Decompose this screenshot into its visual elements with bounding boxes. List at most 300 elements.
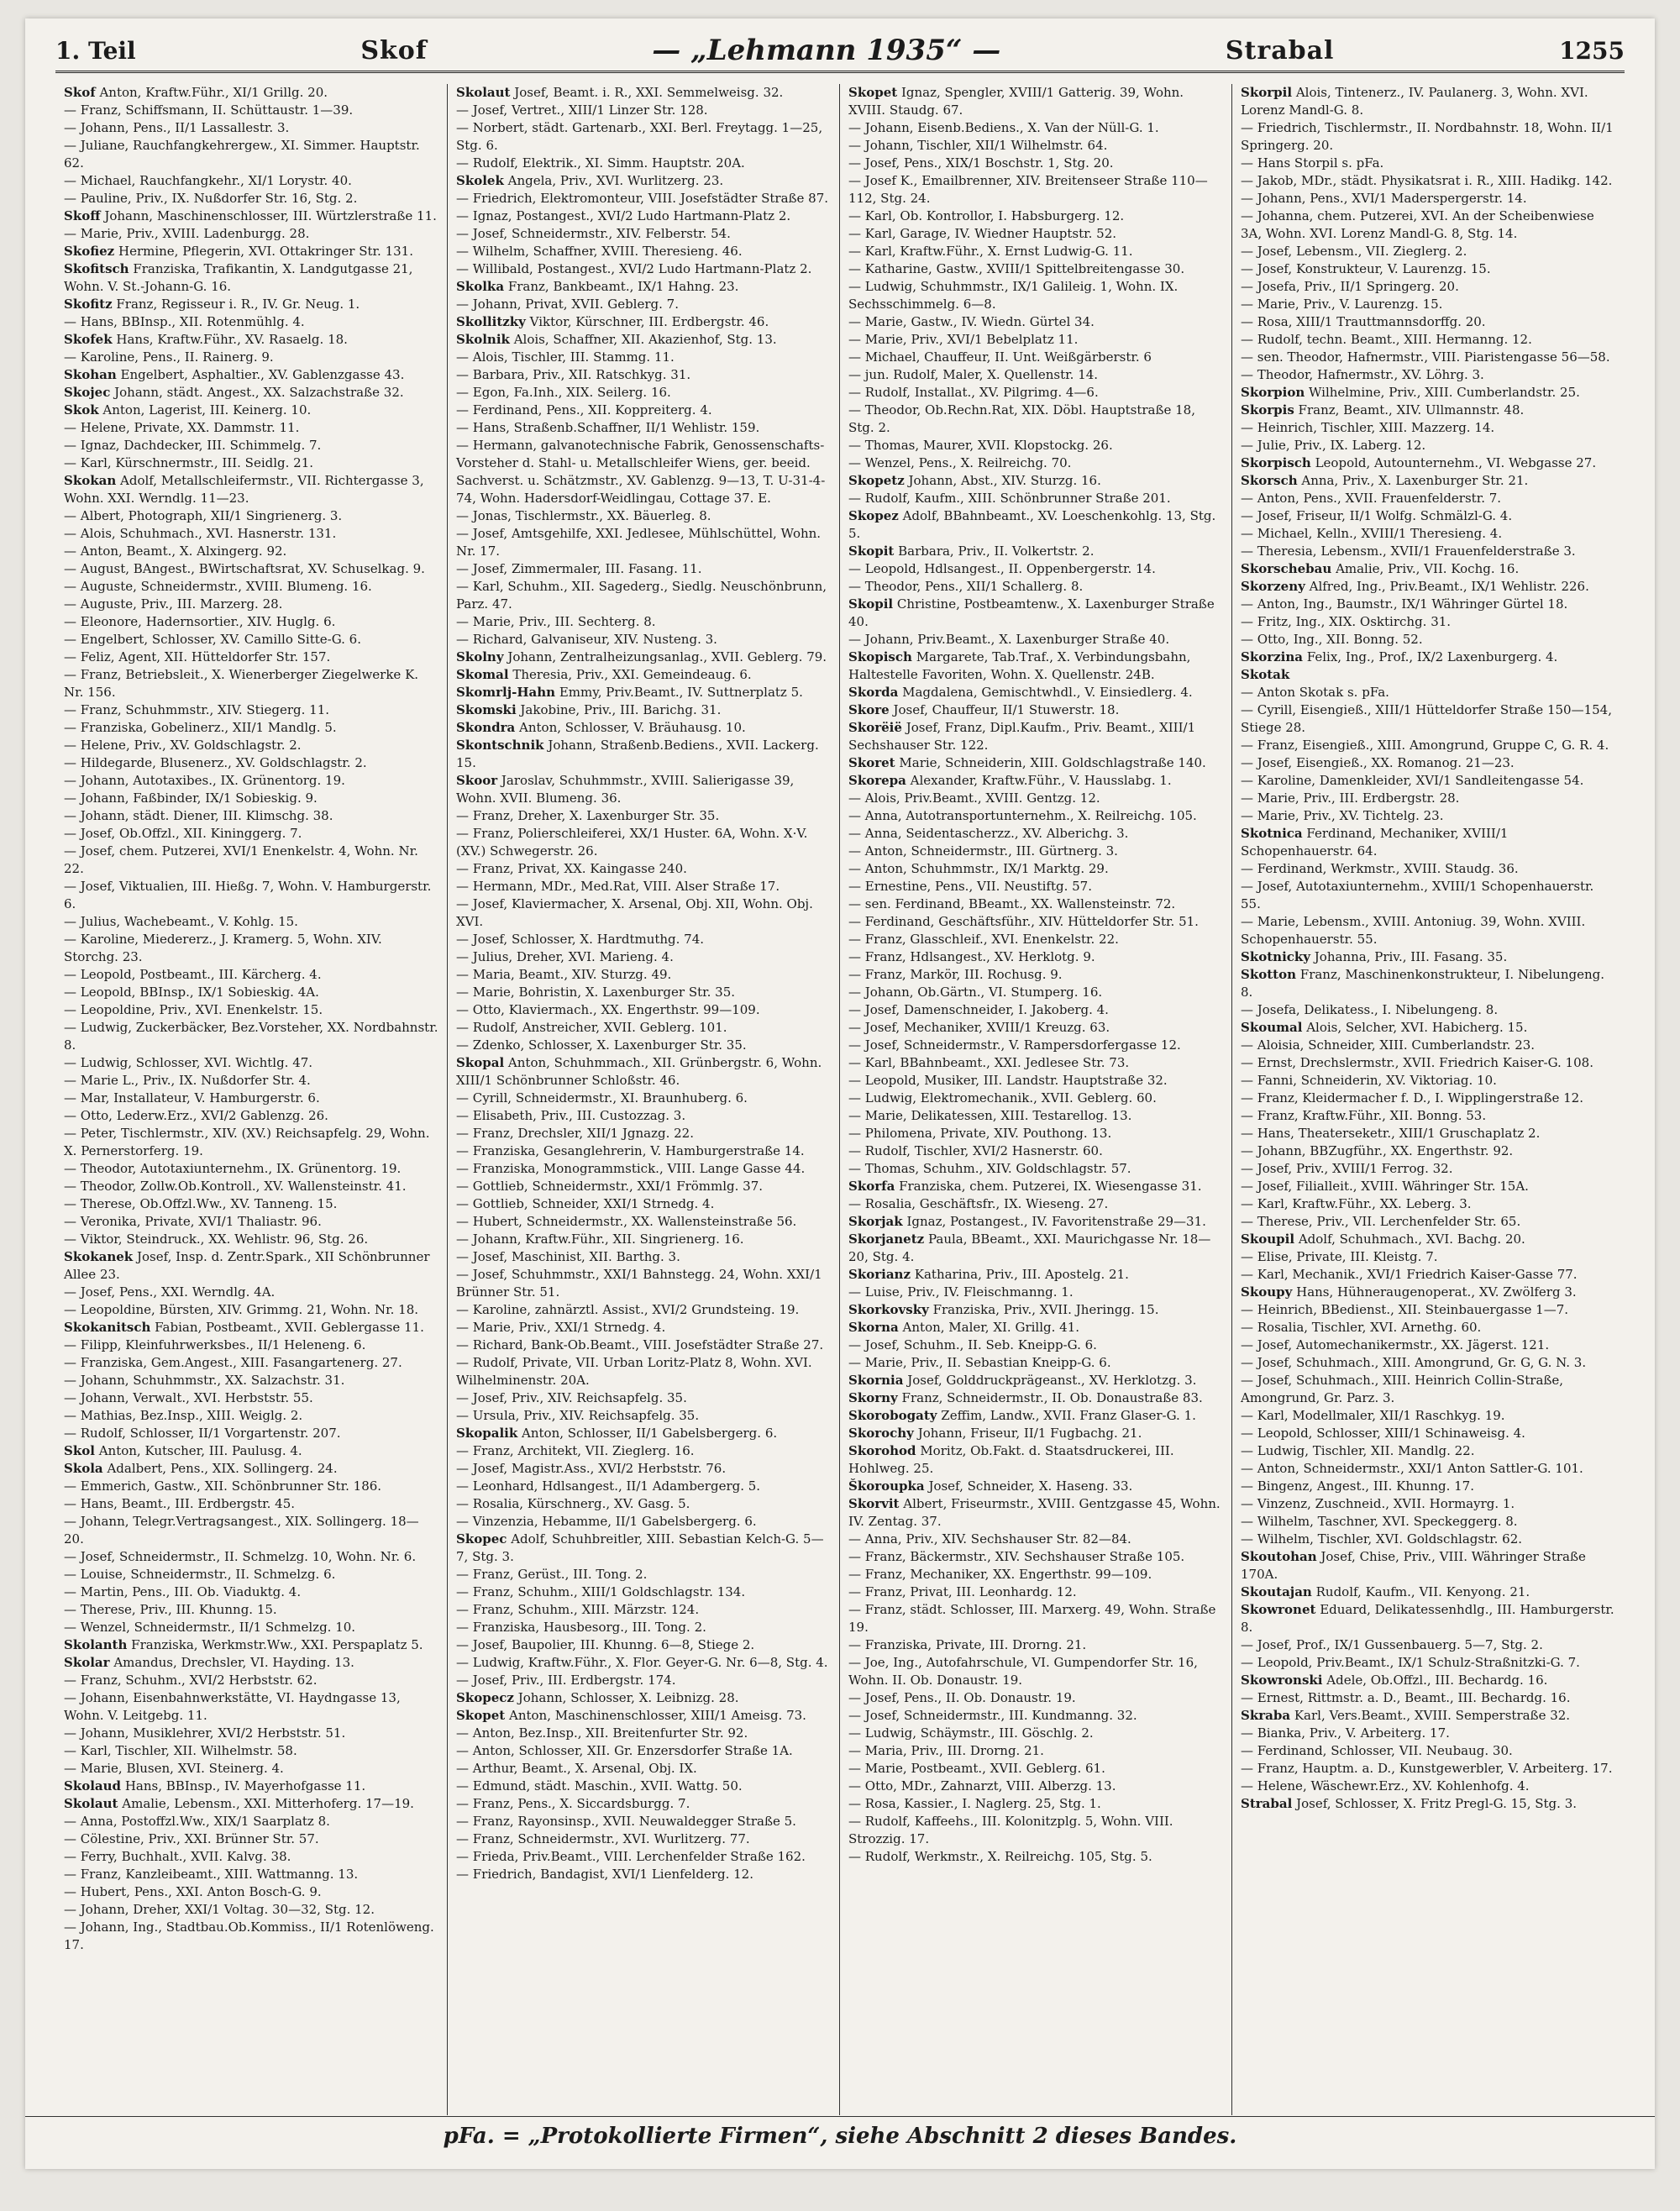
entry-text: Engelbert, Asphaltier., XV. Gablenzgasse 43. — [120, 367, 405, 382]
entry-surname: Skolar — [64, 1655, 110, 1670]
directory-entry — [64, 578, 438, 596]
entry-surname: Skoupil — [1241, 1232, 1295, 1247]
entry-text: — Josef, Filialleit., XVIII. Währinger Str. 15A. — [1241, 1179, 1529, 1194]
directory-entry — [64, 1636, 438, 1654]
directory-entry — [456, 966, 831, 984]
entry-text: — Ludwig, Tischler, XII. Mandlg. 22. — [1241, 1443, 1475, 1458]
directory-entry — [64, 1883, 438, 1901]
entry-text: Felix, Ing., Prof., IX/2 Laxenburgerg. 4. — [1306, 649, 1558, 664]
directory-entry — [456, 1531, 831, 1566]
directory-entry — [1241, 1107, 1616, 1125]
directory-entry — [456, 1495, 831, 1513]
directory-entry — [1241, 737, 1616, 754]
entry-text: — Ludwig, Elektromechanik., XVII. Geblerg. 60. — [848, 1090, 1157, 1106]
entry-text: Adolf, Schuhbreitler, XIII. Sebastian Kelch-G. 5—7, Stg. 3. — [456, 1531, 824, 1564]
entry-text: Magdalena, Gemischtwhdl., V. Einsiedlerg. 4. — [902, 685, 1193, 700]
entry-surname: Skopec — [456, 1531, 507, 1547]
directory-entry — [64, 1337, 438, 1354]
entry-text: — sen. Ferdinand, BBeamt., XX. Wallensteinstr. 72. — [848, 896, 1176, 911]
directory-entry — [456, 525, 831, 560]
last-entry-word: Strabal — [1225, 35, 1335, 66]
entry-surname: Skol — [64, 1443, 95, 1458]
directory-entry — [64, 666, 438, 701]
entry-text: — Gottlieb, Schneidermstr., XXI/1 Frömmlg. 37. — [456, 1179, 764, 1194]
entry-text: — Leopold, Musiker, III. Landstr. Hauptstraße 32. — [848, 1073, 1168, 1088]
directory-entry — [64, 137, 438, 172]
directory-entry — [456, 560, 831, 578]
directory-entry — [456, 366, 831, 384]
directory-entry — [1241, 1354, 1616, 1372]
directory-entry — [456, 296, 831, 313]
entry-text: — Otto, MDr., Zahnarzt, VIII. Alberzg. 13. — [848, 1778, 1116, 1793]
directory-entry — [848, 437, 1223, 454]
directory-entry — [64, 331, 438, 349]
directory-entry — [1241, 1001, 1616, 1019]
entry-text: Johann, städt. Angest., XX. Salzachstraße 32. — [114, 385, 404, 400]
directory-entry — [848, 331, 1223, 349]
entry-text: — Barbara, Priv., XII. Ratschkyg. 31. — [456, 367, 691, 382]
directory-entry — [1241, 948, 1616, 966]
entry-text: Theresia, Priv., XXI. Gemeindeaug. 6. — [512, 667, 752, 682]
directory-entry — [64, 825, 438, 843]
entry-text: — Bianka, Priv., V. Arbeiterg. 17. — [1241, 1725, 1450, 1741]
entry-text: — Josef K., Emailbrenner, XIV. Breitenseer Straße 110—112, Stg. 24. — [848, 173, 1208, 206]
entry-surname: Škoroupka — [848, 1478, 925, 1494]
directory-entry — [456, 1001, 831, 1019]
directory-entry — [848, 1389, 1223, 1407]
entry-text: Anton, Maler, XI. Grillg. 41. — [902, 1320, 1080, 1335]
directory-entry — [456, 1601, 831, 1619]
entry-text: Marie, Schneiderin, XIII. Goldschlagstraße 140. — [899, 755, 1206, 770]
directory-entry — [1241, 1795, 1616, 1813]
directory-entry — [1241, 472, 1616, 490]
directory-entry — [456, 1389, 831, 1407]
entry-text: — Josefa, Priv., II/1 Springerg. 20. — [1241, 279, 1459, 294]
entry-text: — Josef, Priv., XIV. Reichsapfelg. 35. — [456, 1390, 687, 1405]
directory-entry — [848, 1107, 1223, 1125]
directory-entry — [1241, 419, 1616, 437]
directory-entry — [1241, 1636, 1616, 1654]
directory-entry — [456, 1248, 831, 1266]
directory-entry — [848, 366, 1223, 384]
column-4 — [1232, 84, 1625, 2115]
entry-text: — Ferdinand, Pens., XII. Koppreiterg. 4. — [456, 402, 712, 418]
directory-entry — [1241, 1072, 1616, 1090]
directory-entry — [456, 1266, 831, 1301]
entry-text: Jakobine, Priv., III. Barichg. 31. — [520, 702, 722, 717]
entry-surname: Skof — [64, 85, 96, 100]
entry-text: — August, BAngest., BWirtschaftsrat, XV. Schuselkag. 9. — [64, 561, 425, 576]
directory-entry — [456, 278, 831, 296]
directory-entry — [64, 507, 438, 525]
directory-entry — [456, 948, 831, 966]
directory-entry — [1241, 119, 1616, 155]
directory-entry — [64, 913, 438, 931]
directory-entry — [1241, 613, 1616, 631]
entry-text: — Johann, Telegr.Vertragsangest., XIX. Sollingerg. 18—20. — [64, 1514, 419, 1547]
directory-entry — [848, 507, 1223, 543]
directory-entry — [64, 1389, 438, 1407]
entry-text: — Hans, Straßenb.Schaffner, II/1 Wehlistr. 159. — [456, 420, 760, 435]
directory-entry — [64, 1213, 438, 1231]
directory-entry — [848, 1795, 1223, 1813]
entry-surname: Skotak — [1241, 667, 1290, 682]
entry-surname: Skolny — [456, 649, 504, 664]
directory-entry — [848, 701, 1223, 719]
directory-entry — [64, 1231, 438, 1248]
entry-text: Franz, Maschinenkonstrukteur, I. Nibelungeng. 8. — [1241, 967, 1605, 1000]
entry-text: — Theodor, Hafnermstr., XV. Löhrg. 3. — [1241, 367, 1484, 382]
directory-entry — [456, 1442, 831, 1460]
page-title: — „Lehmann 1935“ — — [652, 34, 1001, 67]
entry-text: Albert, Friseurmstr., XVIII. Gentzgasse 45, Wohn. IV. Zentag. 37. — [848, 1496, 1221, 1529]
directory-entry — [1241, 966, 1616, 1001]
entry-text: — Theodor, Pens., XII/1 Schallerg. 8. — [848, 579, 1084, 594]
entry-text: — Ludwig, Kraftw.Führ., X. Flor. Geyer-G. Nr. 6—8, Stg. 4. — [456, 1655, 828, 1670]
directory-entry — [64, 1901, 438, 1919]
entry-text: — Franz, Privat, XX. Kaingasse 240. — [456, 861, 687, 876]
directory-entry — [456, 1337, 831, 1354]
directory-entry — [848, 1531, 1223, 1548]
directory-entry — [848, 984, 1223, 1001]
entry-text: — Marie, Priv., V. Laurenzg. 15. — [1241, 297, 1443, 312]
column-1 — [55, 84, 448, 2115]
entry-text: — Hans Storpil s. pFa. — [1241, 155, 1384, 171]
entry-surname: Skorianz — [848, 1267, 911, 1282]
entry-surname: Skotton — [1241, 967, 1296, 982]
entry-text: — Veronika, Private, XVI/1 Thaliastr. 96. — [64, 1214, 322, 1229]
entry-text: — Franz, Pens., X. Siccardsburgg. 7. — [456, 1796, 690, 1811]
entry-text: — Wilhelm, Taschner, XVI. Speckeggerg. 8. — [1241, 1514, 1518, 1529]
entry-text: — Wilhelm, Tischler, XVI. Goldschlagstr. 62. — [1241, 1531, 1523, 1547]
directory-entry — [1241, 1654, 1616, 1672]
directory-entry — [1241, 1478, 1616, 1495]
entry-text: — Karl, Ob. Kontrollor, I. Habsburgerg. 12. — [848, 208, 1125, 223]
entry-surname: Skolaud — [64, 1778, 122, 1793]
directory-entry — [1241, 1019, 1616, 1037]
entry-text: — Heinrich, BBedienst., XII. Steinbauergasse 1—7. — [1241, 1302, 1569, 1317]
directory-entry — [1241, 860, 1616, 878]
entry-surname: Skoff — [64, 208, 101, 223]
entry-text: — Cyrill, Schneidermstr., XI. Braunhuberg. 6. — [456, 1090, 748, 1106]
directory-entry — [64, 525, 438, 543]
entry-text: — Johann, Verwalt., XVI. Herbststr. 55. — [64, 1390, 313, 1405]
entry-text: — Willibald, Postangest., XVI/2 Ludo Hartmann-Platz 2. — [456, 261, 812, 276]
entry-text: — Wilhelm, Schaffner, XVIII. Theresieng. 46. — [456, 244, 743, 259]
entry-text: Franziska, Werkmstr.Ww., XXI. Perspaplatz 5. — [131, 1637, 423, 1652]
entry-text: — Josef, Schuhm., II. Seb. Kneipp-G. 6. — [848, 1337, 1097, 1352]
directory-entry — [456, 895, 831, 931]
entry-text: Hermine, Pflegerin, XVI. Ottakringer Str. 131. — [118, 244, 413, 259]
entry-text: Adele, Ob.Offzl., III. Bechardg. 16. — [1326, 1673, 1548, 1688]
entry-surname: Skopez — [848, 508, 899, 523]
directory-entry — [456, 860, 831, 878]
directory-entry — [64, 560, 438, 578]
entry-text: — Josef, Schneidermstr., II. Schmelzg. 10, Wohn. Nr. 6. — [64, 1549, 417, 1564]
directory-entry — [1241, 278, 1616, 296]
entry-text: — Rosalia, Geschäftsfr., IX. Wieseng. 27. — [848, 1196, 1109, 1211]
entry-text: — Therese, Priv., VII. Lerchenfelder Str. 65. — [1241, 1214, 1521, 1229]
entry-surname: Skraba — [1241, 1708, 1291, 1723]
directory-entry — [848, 1284, 1223, 1301]
directory-entry — [456, 331, 831, 349]
entry-text: — Philomena, Private, XIV. Pouthong. 13. — [848, 1126, 1112, 1141]
entry-surname: Skorpion — [1241, 385, 1305, 400]
directory-entry — [848, 948, 1223, 966]
entry-text: Barbara, Priv., II. Volkertstr. 2. — [898, 544, 1095, 559]
entry-text: Anton, Kraftw.Führ., XI/1 Grillg. 20. — [99, 85, 328, 100]
entry-text: — Viktor, Steindruck., XX. Wehlistr. 96, Stg. 26. — [64, 1232, 369, 1247]
entry-surname: Skojec — [64, 385, 111, 400]
directory-entry — [1241, 1125, 1616, 1142]
directory-entry — [848, 1636, 1223, 1654]
directory-entry — [64, 878, 438, 913]
entry-text: — Josef, Zimmermaler, III. Fasang. 11. — [456, 561, 702, 576]
entry-text: — Helene, Private, XX. Dammstr. 11. — [64, 420, 300, 435]
entry-text: — Leopold, BBInsp., IX/1 Sobieskig. 4A. — [64, 985, 319, 1000]
directory-entry — [848, 649, 1223, 684]
entry-text: — Marie, Priv., III. Erdbergstr. 28. — [1241, 790, 1460, 806]
directory-entry — [64, 1195, 438, 1213]
directory-entry — [1241, 525, 1616, 543]
directory-entry — [848, 454, 1223, 472]
directory-entry — [1241, 1372, 1616, 1407]
directory-entry — [848, 543, 1223, 560]
entry-surname: Skorobogaty — [848, 1408, 937, 1423]
entry-text: — Marie L., Priv., IX. Nußdorfer Str. 4. — [64, 1073, 311, 1088]
entry-surname: Skorpis — [1241, 402, 1294, 418]
directory-entry — [64, 102, 438, 119]
entry-text: — Marie, Gastw., IV. Wiedn. Gürtel 34. — [848, 314, 1095, 329]
entry-text: Franziska, chem. Putzerei, IX. Wiesengasse 31. — [899, 1179, 1202, 1194]
directory-entry — [456, 666, 831, 684]
directory-entry — [1241, 243, 1616, 260]
directory-entry — [848, 1037, 1223, 1054]
entry-text: — Franz, Schuhmmstr., XIV. Stiegerg. 11. — [64, 702, 330, 717]
directory-entry — [848, 225, 1223, 243]
entry-text: — Karoline, Miedererz., J. Kramerg. 5, Wohn. XIV. Storchg. 23. — [64, 932, 382, 964]
entry-surname: Skorpisch — [1241, 455, 1311, 470]
entry-text: — Aloisia, Schneider, XIII. Cumberlandstr. 23. — [1241, 1037, 1536, 1053]
entry-text: Johann, Friseur, II/1 Fugbachg. 21. — [917, 1426, 1142, 1441]
directory-entry — [1241, 790, 1616, 807]
entry-text: — Johann, Pens., XVI/1 Maderspergerstr. 14. — [1241, 191, 1527, 206]
entry-text: — Albert, Photograph, XII/1 Singrienerg. 3. — [64, 508, 343, 523]
entry-text: — Alois, Priv.Beamt., XVIII. Gentzg. 12. — [848, 790, 1100, 806]
entry-surname: Skopit — [848, 544, 895, 559]
entry-text: — Fanni, Schneiderin, XV. Viktoriag. 10. — [1241, 1073, 1497, 1088]
directory-entry — [456, 1689, 831, 1707]
entry-text: Ferdinand, Mechaniker, XVIII/1 Schopenhauerstr. 64. — [1241, 826, 1509, 859]
entry-text: — Theodor, Zollw.Ob.Kontroll., XV. Wallensteinstr. 41. — [64, 1179, 407, 1194]
entry-surname: Skorda — [848, 685, 899, 700]
directory-entry — [848, 207, 1223, 225]
entry-surname: Skorjak — [848, 1214, 903, 1229]
entry-text: Alfred, Ing., Priv.Beamt., IX/1 Wehlistr. 226. — [1309, 579, 1589, 594]
entry-text: — Thomas, Maurer, XVII. Klopstockg. 26. — [848, 438, 1113, 453]
entry-text: — Michael, Kelln., XVIII/1 Theresieng. 4. — [1241, 526, 1503, 541]
directory-entry — [64, 419, 438, 437]
directory-entry — [64, 1866, 438, 1883]
entry-surname: Strabal — [1241, 1796, 1293, 1811]
directory-entry — [1241, 807, 1616, 825]
directory-entry — [848, 1160, 1223, 1178]
directory-entry — [64, 1919, 438, 1954]
entry-text: — Filipp, Kleinfuhrwerksbes., II/1 Heleneng. 6. — [64, 1337, 366, 1352]
entry-text: — Josef, Pens., XXI. Werndlg. 4A. — [64, 1284, 276, 1300]
directory-entry — [456, 1795, 831, 1813]
entry-text: — Vinzenz, Zuschneid., XVII. Hormayrg. 1. — [1241, 1496, 1515, 1511]
entry-text: Alois, Tintenerz., IV. Paulanerg. 3, Wohn. XVI. Lorenz Mandl-G. 8. — [1241, 85, 1588, 118]
entry-text: — Leopoldine, Bürsten, XIV. Grimmg. 21, Wohn. Nr. 18. — [64, 1302, 419, 1317]
entry-text: Moritz, Ob.Fakt. d. Staatsdruckerei, III. Hohlweg. 25. — [848, 1443, 1174, 1476]
directory-entry — [848, 1231, 1223, 1266]
directory-entry — [1241, 1601, 1616, 1636]
directory-entry — [64, 1848, 438, 1866]
entry-text: — Franziska, Private, III. Drorng. 21. — [848, 1637, 1087, 1652]
page-number: 1255 — [1559, 36, 1625, 65]
entry-surname: Skowronski — [1241, 1673, 1323, 1688]
entry-text: — Karl, Kraftw.Führ., XX. Leberg. 3. — [1241, 1196, 1472, 1211]
entry-text: Anna, Priv., X. Laxenburger Str. 21. — [1301, 473, 1529, 488]
directory-entry — [456, 1707, 831, 1725]
entry-text: — Gottlieb, Schneider, XXI/1 Strnedg. 4. — [456, 1196, 715, 1211]
directory-entry — [848, 137, 1223, 155]
entry-text: Viktor, Kürschner, III. Erdbergstr. 46. — [529, 314, 769, 329]
entry-text: — Cyrill, Eisengieß., XIII/1 Hütteldorfer Straße 150—154, Stiege 28. — [1241, 702, 1612, 735]
directory-entry — [456, 684, 831, 701]
entry-text: — Karl, Mechanik., XVI/1 Friedrich Kaiser-Gasse 77. — [1241, 1267, 1578, 1282]
entry-text: Johann, Zentralheizungsanlag., XVII. Geblerg. 79. — [507, 649, 827, 664]
directory-entry — [848, 1760, 1223, 1778]
directory-entry — [1241, 437, 1616, 454]
directory-entry — [848, 1019, 1223, 1037]
directory-entry — [64, 243, 438, 260]
directory-entry — [64, 1425, 438, 1442]
directory-entry — [456, 719, 831, 737]
entry-text: Anton, Kutscher, III. Paulusg. 4. — [98, 1443, 302, 1458]
directory-entry — [64, 402, 438, 419]
entry-text: — Alois, Tischler, III. Stammg. 11. — [456, 349, 675, 365]
directory-entry — [64, 1442, 438, 1460]
directory-entry — [848, 155, 1223, 172]
directory-entry — [456, 878, 831, 895]
directory-entry — [848, 1478, 1223, 1495]
directory-entry — [1241, 1707, 1616, 1725]
directory-entry — [456, 1830, 831, 1848]
column-3 — [840, 84, 1232, 2115]
entry-text: — Johann, Musiklehrer, XVI/2 Herbststr. 51. — [64, 1725, 346, 1741]
entry-surname: Skopisch — [848, 649, 912, 664]
entry-text: — Johann, BBZugführ., XX. Engerthstr. 92. — [1241, 1143, 1514, 1158]
directory-entry — [64, 296, 438, 313]
directory-entry — [848, 313, 1223, 331]
entry-text: — Juliane, Rauchfangkehrergew., XI. Simmer. Hauptstr. 62. — [64, 138, 420, 171]
directory-entry — [848, 878, 1223, 895]
entry-text: — Otto, Ing., XII. Bonng. 52. — [1241, 632, 1423, 647]
entry-surname: Skopet — [848, 85, 898, 100]
entry-text: — Egon, Fa.Inh., XIX. Seilerg. 16. — [456, 385, 671, 400]
entry-surname: Skorvit — [848, 1496, 900, 1511]
page-header — [55, 30, 1625, 73]
entry-text: Amalie, Lebensm., XXI. Mitterhoferg. 17—19. — [122, 1796, 414, 1811]
entry-text: — Karl, BBahnbeamt., XXI. Jedlesee Str. 73. — [848, 1055, 1130, 1070]
entry-text: — Karoline, Damenkleider, XVI/1 Sandleitengasse 54. — [1241, 773, 1584, 788]
directory-entry — [64, 1654, 438, 1672]
entry-text: Anton, Schuhmmach., XII. Grünbergstr. 6, Wohn. XIII/1 Schönbrunner Schloßstr. 46. — [456, 1055, 822, 1088]
entry-text: — Vinzenzia, Hebamme, II/1 Gabelsbergerg. 6. — [456, 1514, 757, 1529]
entry-text: — Ludwig, Schlosser, XVI. Wichtlg. 47. — [64, 1055, 313, 1070]
directory-entry — [1241, 878, 1616, 913]
entry-text: — Franz, Eisengieß., XIII. Amongrund, Gruppe C, G. R. 4. — [1241, 738, 1609, 753]
entry-surname: Skorschebau — [1241, 561, 1332, 576]
entry-text: — Julius, Dreher, XVI. Marieng. 4. — [456, 949, 674, 964]
entry-text: Johanna, Priv., III. Fasang. 35. — [1314, 949, 1508, 964]
directory-entry — [1241, 454, 1616, 472]
directory-entry — [64, 1460, 438, 1478]
directory-entry — [64, 807, 438, 825]
entry-text: — Frieda, Priv.Beamt., VIII. Lerchenfelder Straße 162. — [456, 1849, 806, 1864]
directory-entry — [848, 1848, 1223, 1866]
entry-text: — Franz, Kanzleibeamt., XIII. Wattmanng. 13. — [64, 1867, 359, 1882]
directory-entry — [1241, 1672, 1616, 1689]
directory-entry — [1241, 1195, 1616, 1213]
directory-entry — [64, 260, 438, 296]
entry-text: Johann, Schlosser, X. Leibnizg. 28. — [517, 1690, 739, 1705]
entry-text: — Johann, Ing., Stadtbau.Ob.Kommiss., II/1 Rotenlöweng. 17. — [64, 1920, 434, 1952]
directory-entry — [64, 1742, 438, 1760]
directory-entry — [848, 913, 1223, 931]
directory-entry — [1241, 1583, 1616, 1601]
entry-text: Josef, Schlosser, X. Fritz Pregl-G. 15, Stg. 3. — [1296, 1796, 1578, 1811]
directory-entry — [456, 1725, 831, 1742]
entry-text: — Ernest, Rittmstr. a. D., Beamt., III. Bechardg. 16. — [1241, 1690, 1571, 1705]
directory-entry — [1241, 1160, 1616, 1178]
entry-text: — Johann, Eisenb.Bediens., X. Van der Nüll-G. 1. — [848, 120, 1159, 135]
entry-text: — Richard, Galvaniseur, XIV. Nusteng. 3. — [456, 632, 717, 647]
entry-text: — Josef, Schneidermstr., III. Kundmanng. 32. — [848, 1708, 1137, 1723]
entry-text: Adolf, Metallschleifermstr., VII. Richtergasse 3, Wohn. XXI. Werndlg. 11—23. — [64, 473, 424, 506]
directory-entry — [1241, 1778, 1616, 1795]
directory-entry — [1241, 1231, 1616, 1248]
entry-text: — Rudolf, techn. Beamt., XIII. Hermanng. 12. — [1241, 332, 1532, 347]
directory-entry — [848, 772, 1223, 790]
entry-text: — Rudolf, Werkmstr., X. Reilreichg. 105, Stg. 5. — [848, 1849, 1152, 1864]
directory-entry — [1241, 296, 1616, 313]
entry-surname: Skoutohan — [1241, 1549, 1317, 1564]
directory-entry — [1241, 384, 1616, 402]
entry-text: — Hans, Beamt., III. Erdbergstr. 45. — [64, 1496, 296, 1511]
directory-entry — [456, 1636, 831, 1654]
directory-entry — [64, 1301, 438, 1319]
directory-entry — [848, 1442, 1223, 1478]
directory-entry — [848, 1689, 1223, 1707]
directory-entry — [64, 1513, 438, 1548]
directory-entry — [456, 1478, 831, 1495]
entry-surname: Skolek — [456, 173, 504, 188]
directory-entry — [456, 1107, 831, 1125]
entry-text: — Josef, Schuhmmstr., XXI/1 Bahnstegg. 24, Wohn. XXI/1 Brünner Str. 51. — [456, 1267, 822, 1300]
entry-text: — Franz, Privat, III. Leonhardg. 12. — [848, 1584, 1077, 1599]
entry-text: — Franz, Kleidermacher f. D., I. Wipplingerstraße 12. — [1241, 1090, 1583, 1106]
entry-text: — Anton Skotak s. pFa. — [1241, 685, 1389, 700]
entry-text: Josef, Chise, Priv., VIII. Währinger Straße 170A. — [1241, 1549, 1586, 1582]
entry-text: — Emmerich, Gastw., XII. Schönbrunner Str. 186. — [64, 1478, 382, 1494]
entry-text: — Franz, Mechaniker, XX. Engerthstr. 99—109. — [848, 1567, 1152, 1582]
entry-text: Fabian, Postbeamt., XVII. Geblergasse 11. — [155, 1320, 424, 1335]
entry-text: Hans, Kraftw.Führ., XV. Rasaelg. 18. — [116, 332, 348, 347]
entry-surname: Skorsch — [1241, 473, 1298, 488]
